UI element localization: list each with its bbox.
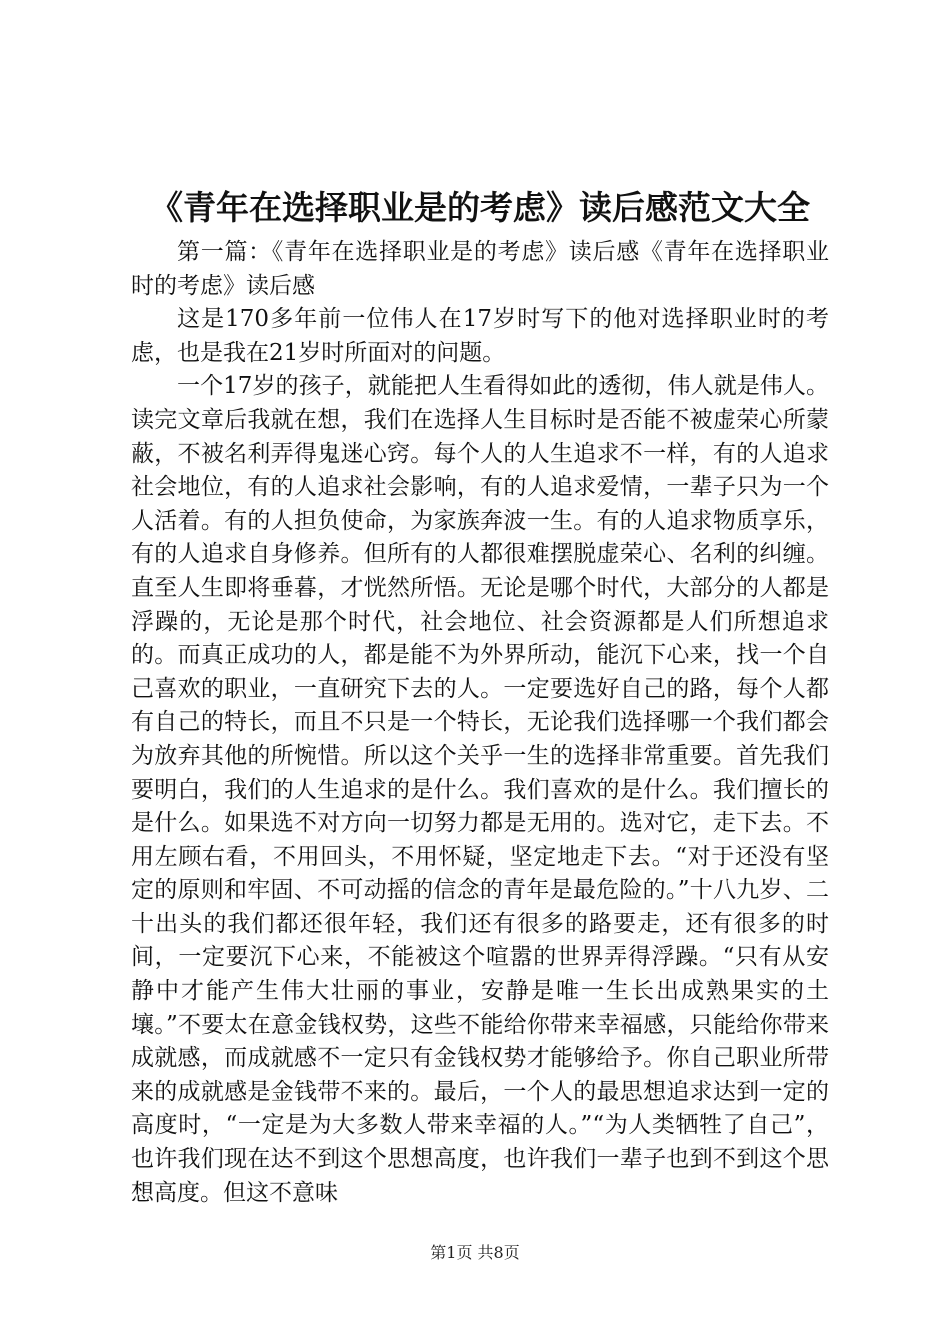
paragraph-3: 一个17岁的孩子，就能把人生看得如此的透彻，伟人就是伟人。读完文章后我就在想，我们在选择人生目标时是否能不被虚荣心所蒙蔽，不被名利弄得鬼迷心窍。每个人的人生追求不一样，有的人追求社会地位，有的人追求社会影响，有的人追求爱情，一辈子只为一个人活着。有的人担负使命，为家族奔波一生。有的人追求物质享乐，有的人追求自身修养。但所有的人都很难摆脱虚荣心、名利的纠缠。直至人生即将垂暮，才恍然所悟。无论是哪个时代，大部分的人都是浮躁的，无论是那个时代，社会地位、社会资源都是人们所想追求的。而真正成功的人，都是能不为外界所动，能沉下心来，找一个自己喜欢的职业，一直研究下去的人。一定要选好自己的路，每个人都有自己的特长，而且不只是一个特长，无论我们选择哪一个我们都会为放弃其他的所惋惜。所以这个关乎一生的选择非常重要。首先我们要明白，我们的人生追求的是什么。我们喜欢的是什么。我们擅长的是什么。如果选不对方向一切努力都是无用的。选对它，走下去。不用左顾右看，不用回头，不用怀疑，坚定地走下去。“对于还没有坚定的原则和牢固、不可动摇的信念的青年是最危险的。”十八九岁、二十出头的我们都还很年轻，我们还有很多的路要走，还有很多的时间，一定要沉下心来，不能被这个喧嚣的世界弄得浮躁。“只有从安静中才能产生伟大壮丽的事业，安静是唯一生长出成熟果实的土壤。”不要太在意金钱权势，这些不能给你带来幸福感，只能给你带来成就感，而成就感不一定只有金钱权势才能够给予。你自己职业所带来的成就感是金钱带不来的。最后，一个人的最思想追求达到一定的高度时，“一定是为大多数人带来幸福的人。”“为人类牺牲了自己”，也许我们现在达不到这个思想高度，也许我们一辈子也到不到这个思想高度。但这不意味 (131, 373, 829, 1206)
document-title: 《青年在选择职业是的考虑》读后感范文大全 (150, 188, 810, 227)
document-body (131, 236, 829, 1210)
paragraph-2: 这是170多年前一位伟人在17岁时写下的他对选择职业时的考虑，也是我在21岁时所面对的问题。 (131, 306, 829, 366)
page-footer (0, 1241, 950, 1265)
paragraph-1: 第一篇：《青年在选择职业是的考虑》读后感《青年在选择职业时的考虑》读后感 (131, 239, 829, 299)
document-page (131, 0, 829, 1344)
page-number: 第1页 共8页 (430, 1243, 520, 1262)
